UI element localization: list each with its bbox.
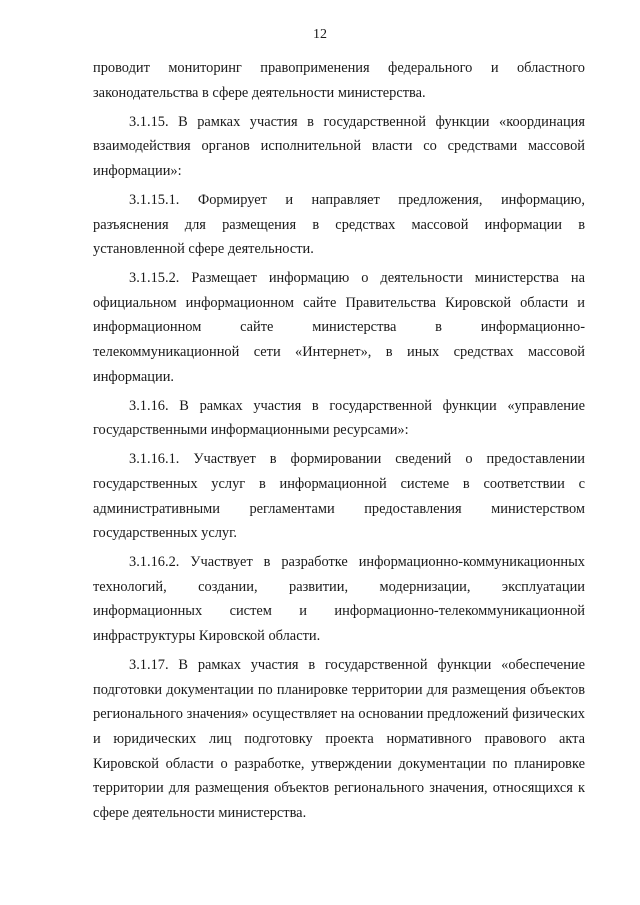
paragraph-3-1-15: 3.1.15. В рамках участия в государственной функции «координация взаимодействия органов исполнительной власти со средствами массовой информации»: — [93, 113, 585, 179]
document-body — [93, 56, 585, 830]
paragraph-3-1-17: 3.1.17. В рамках участия в государственной функции «обеспечение подготовки документации по планировке территории для размещения объектов регионального значения» осуществляет на основании предложений физических и юридических лиц подготовку проекта нормативного правового акта Кировской области о разработке, утверждении документации по планировке территории для размещения объектов регионального значения, относящихся к сфере деятельности министерства. — [93, 657, 585, 821]
page-number: 12 — [313, 27, 327, 42]
paragraph-continuation: проводит мониторинг правоприменения федерального и областного законодательства в сфере деятельности министерства. — [93, 60, 585, 101]
paragraph-3-1-16-2: 3.1.16.2. Участвует в разработке информационно-коммуникационных технологий, создании, развитии, модернизации, эксплуатации информационных систем и информационно-телекоммуникационной инфраструктуры Кировской области. — [93, 554, 585, 645]
paragraph-3-1-15-1: 3.1.15.1. Формирует и направляет предложения, информацию, разъяснения для размещения в средствах массовой информации в установленной сфере деятельности. — [93, 191, 585, 258]
paragraph-3-1-15-2: 3.1.15.2. Размещает информацию о деятельности министерства на официальном информационном сайте Правительства Кировской области и информационном сайте министерства в информационно-телекоммуникационной сети «Интернет», в иных средствах массовой информации. — [93, 270, 585, 385]
paragraph-3-1-16-1: 3.1.16.1. Участвует в формировании сведений о предоставлении государственных услуг в информационной системе в соответствии с административными регламентами предоставления министерством государственных услуг. — [93, 451, 585, 542]
paragraph-3-1-16: 3.1.16. В рамках участия в государственной функции «управление государственными информационными ресурсами»: — [93, 397, 585, 439]
